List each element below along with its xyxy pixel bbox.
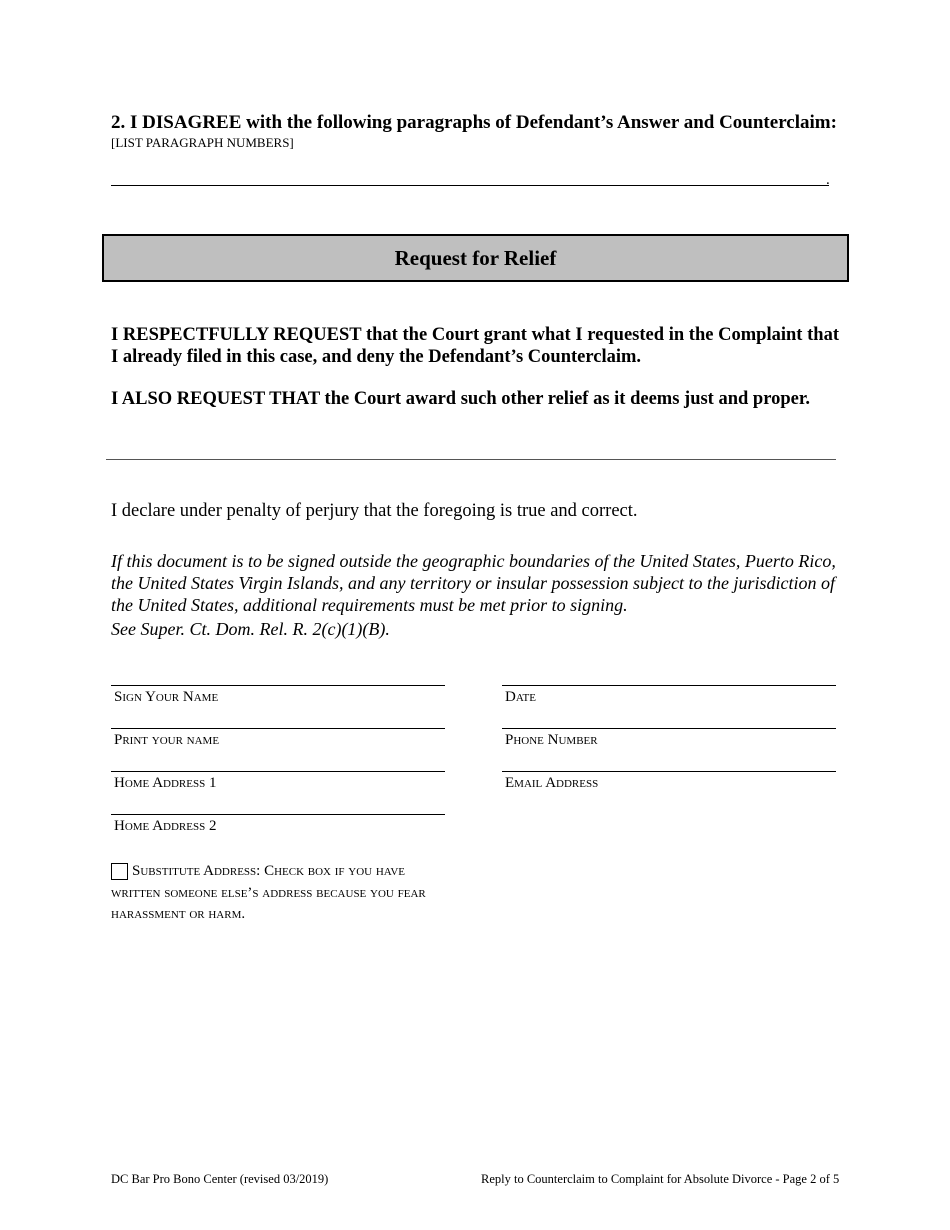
date-line[interactable] xyxy=(502,685,836,686)
also-request-paragraph: I ALSO REQUEST THAT the Court award such other relief as it deems just and proper. xyxy=(111,389,810,409)
print-name-line[interactable] xyxy=(111,728,445,729)
list-paragraph-hint: [LIST PARAGRAPH NUMBERS] xyxy=(111,135,294,150)
section-divider xyxy=(106,459,836,460)
request-for-relief-header xyxy=(102,234,849,282)
print-name-label: Print your name xyxy=(114,732,220,748)
sign-name-label: Sign Your Name xyxy=(114,689,219,705)
phone-number-label: Phone Number xyxy=(505,732,598,748)
date-label: Date xyxy=(505,689,536,705)
substitute-address-text: Substitute Address: Check box if you have written someone else’s address because you fear harassment or harm. xyxy=(111,863,426,922)
respectfully-request-paragraph: I RESPECTFULLY REQUEST that the Court grant what I requested in the Complaint that I already filed in this case, and deny the Defendant’s Counterclaim. xyxy=(111,325,839,367)
sign-name-line[interactable] xyxy=(111,685,445,686)
request-for-relief-title: Request for Relief xyxy=(394,245,557,270)
footer-page-info: Reply to Counterclaim to Complaint for Absolute Divorce - Page 2 of 5 xyxy=(481,1172,840,1186)
home-address-1-line[interactable] xyxy=(111,771,445,772)
home-address-2-line[interactable] xyxy=(111,814,445,815)
paragraph-numbers-line[interactable] xyxy=(111,185,829,186)
line-end-period: . xyxy=(826,172,830,188)
footer-revision: DC Bar Pro Bono Center (revised 03/2019) xyxy=(111,1172,329,1186)
home-address-1-label: Home Address 1 xyxy=(114,775,217,791)
perjury-declaration: I declare under penalty of perjury that the foregoing is true and correct. xyxy=(111,501,638,521)
email-address-line[interactable] xyxy=(502,771,836,772)
substitute-address-checkbox[interactable] xyxy=(111,863,128,880)
home-address-2-label: Home Address 2 xyxy=(114,818,217,834)
signing-outside-us-note: If this document is to be signed outside the geographic boundaries of the United States, Puerto Rico, the United States Virgin Islands, and any territory or insular possession subject to the jurisdiction of the United States, additional requirements must be met prior to signing. xyxy=(111,551,836,615)
email-address-label: Email Address xyxy=(505,775,599,791)
rule-citation: See Super. Ct. Dom. Rel. R. 2(c)(1)(B). xyxy=(111,619,390,639)
section-2-heading: 2. I DISAGREE with the following paragraphs of Defendant’s Answer and Counterclaim: xyxy=(111,112,837,133)
phone-number-line[interactable] xyxy=(502,728,836,729)
